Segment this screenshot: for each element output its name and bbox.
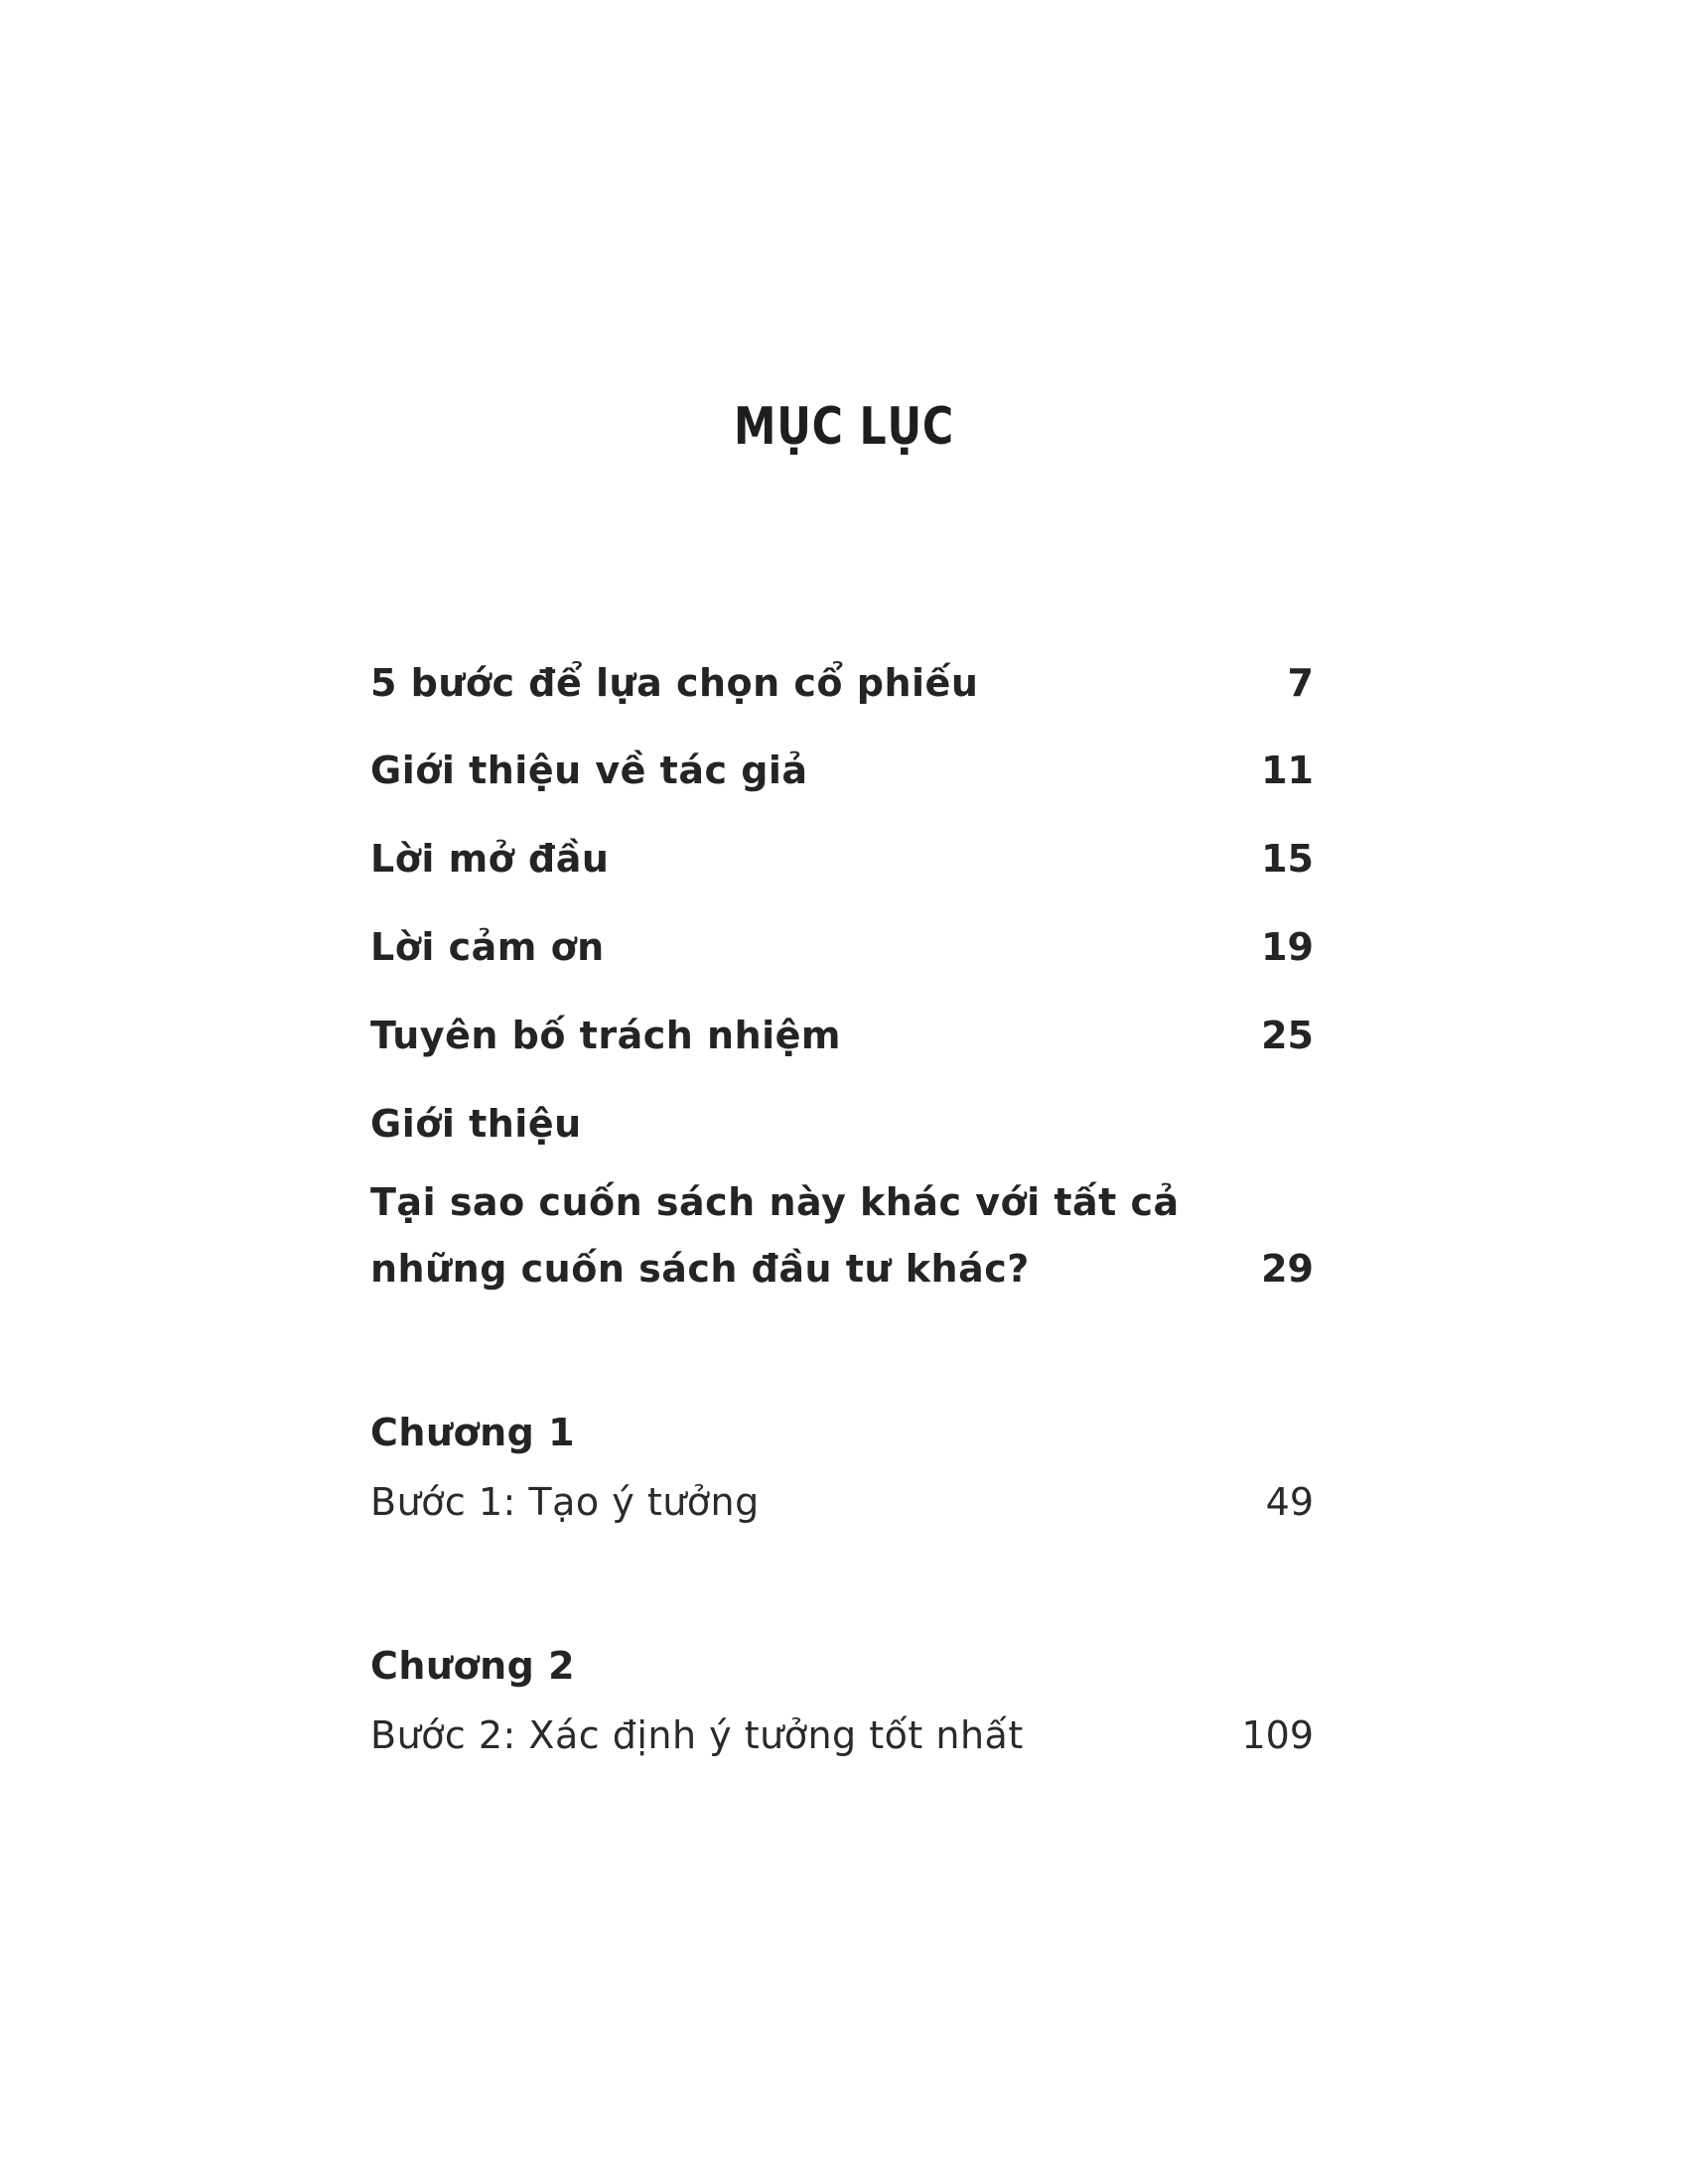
toc-entry [370,1006,1314,1065]
toc-entry [370,1239,1314,1298]
toc-entry [370,1172,1314,1232]
chapter-heading-label: Chương 1 [370,1411,576,1454]
toc-entry-page: 109 [1241,1713,1314,1757]
toc-entry-label: 5 bước để lựa chọn cổ phiếu [370,661,979,705]
toc-entry-label: Lời mở đầu [370,837,610,881]
table-of-contents [370,0,1314,2184]
toc-entry [370,741,1314,800]
toc-entry-page: 11 [1261,749,1314,792]
toc-entry-label: Giới thiệu [370,1102,582,1146]
chapter-heading-label: Chương 2 [370,1644,576,1688]
toc-entry [370,1094,1314,1154]
toc-entry [370,1706,1314,1765]
toc-entry-page: 49 [1265,1480,1314,1524]
chapter-heading [370,1636,1314,1696]
toc-entry-page: 25 [1261,1014,1314,1057]
toc-entry-page: 15 [1261,837,1314,881]
toc-entry-label: Tại sao cuốn sách này khác với tất cả [370,1180,1180,1224]
toc-entry [370,1472,1314,1532]
page-title: MỤC LỤC [733,397,955,457]
toc-entry-label: Lời cảm ơn [370,925,605,969]
toc-entry-page: 7 [1287,661,1314,705]
chapter-heading [370,1403,1314,1462]
toc-entry-page: 19 [1261,925,1314,969]
toc-entry-label: Bước 1: Tạo ý tưởng [370,1480,760,1524]
toc-entry [370,653,1314,713]
toc-entry-label: Tuyên bố trách nhiệm [370,1014,842,1057]
toc-entry [370,917,1314,977]
toc-entry-label: những cuốn sách đầu tư khác? [370,1247,1030,1291]
toc-entry-label: Giới thiệu về tác giả [370,749,808,792]
toc-entry-label: Bước 2: Xác định ý tưởng tốt nhất [370,1713,1024,1757]
toc-entry [370,829,1314,888]
toc-entry-page: 29 [1261,1247,1314,1291]
